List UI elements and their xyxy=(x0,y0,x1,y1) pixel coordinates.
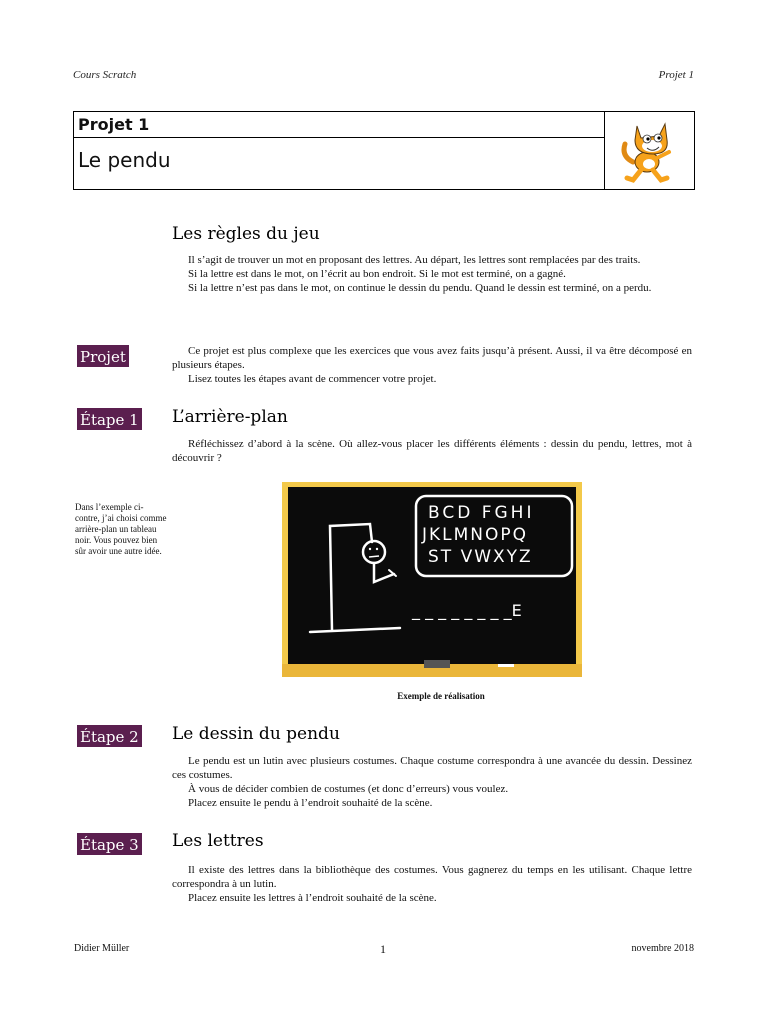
paragraph: Le pendu est un lutin avec plusieurs costumes. Chaque costume correspondra à une avancée du dessin. Dessinez ces costumes. xyxy=(172,755,692,781)
paragraph: Si la lettre n’est pas dans le mot, on continue le dessin du pendu. Quand le dessin est terminé, on a perdu. xyxy=(188,282,652,294)
etape1-title: L’arrière-plan xyxy=(172,407,288,427)
paragraph: Placez ensuite le pendu à l’endroit souhaité de la scène. xyxy=(188,797,433,809)
rules-title: Les règles du jeu xyxy=(172,224,320,244)
board-word: _ _ _ _ _ _ _ _E xyxy=(412,601,522,620)
paragraph: Lisez toutes les étapes avant de commencer votre projet. xyxy=(188,373,437,385)
blackboard-image xyxy=(282,482,582,677)
etape3-tag: Étape 3 xyxy=(77,833,142,855)
page-title: Le pendu xyxy=(78,148,171,172)
etape1-tag: Étape 1 xyxy=(77,408,142,430)
side-note: Dans l’exemple ci-contre, j’ai choisi comme arrière-plan un tableau noir. Vous pouvez bien sûr avoir une autre idée. xyxy=(75,502,167,556)
paragraph: À vous de décider combien de costumes (et donc d’erreurs) vous voulez. xyxy=(188,783,509,795)
board-letters-row1: BCD FGHI xyxy=(428,503,535,523)
figure-caption: Exemple de réalisation xyxy=(397,691,485,701)
etape1-text xyxy=(172,437,692,465)
etape3-text xyxy=(172,863,692,905)
header-project: Projet 1 xyxy=(658,69,694,81)
project-number: Projet 1 xyxy=(78,115,150,134)
paragraph: Il s’agit de trouver un mot en proposant des lettres. Au départ, les lettres sont remplacées par des traits. xyxy=(188,254,641,266)
paragraph: Placez ensuite les lettres à l’endroit souhaité de la scène. xyxy=(188,892,437,904)
header-course: Cours Scratch xyxy=(73,69,137,81)
board-letters-row3: ST VWXYZ xyxy=(428,547,533,567)
scratch-cat-icon xyxy=(605,112,694,189)
page-number: 1 xyxy=(380,942,386,956)
etape2-tag: Étape 2 xyxy=(77,725,142,747)
footer-author: Didier Müller xyxy=(74,943,130,954)
footer-date: novembre 2018 xyxy=(631,943,694,954)
board-letters-row2: JKLMNOPQ xyxy=(422,525,529,545)
rules-text xyxy=(172,253,692,295)
projet-text xyxy=(172,344,692,386)
paragraph: Réfléchissez d’abord à la scène. Où allez-vous placer les différents éléments : dessin du pendu, lettres, mot à découvrir ? xyxy=(172,438,692,464)
paragraph: Si la lettre est dans le mot, on l’écrit au bon endroit. Si le mot est terminé, on a gagné. xyxy=(188,268,566,280)
paragraph: Il existe des lettres dans la bibliothèque des costumes. Vous gagnerez du temps en les utilisant. Chaque lettre correspondra à un lutin. xyxy=(172,864,692,890)
etape2-title: Le dessin du pendu xyxy=(172,724,340,744)
paragraph: Ce projet est plus complexe que les exercices que vous avez faits jusqu’à présent. Aussi, il va être décomposé en plusieurs étapes. xyxy=(172,345,692,371)
etape3-title: Les lettres xyxy=(172,831,264,851)
title-box xyxy=(73,111,695,190)
etape2-text xyxy=(172,754,692,810)
projet-tag: Projet xyxy=(77,345,129,367)
